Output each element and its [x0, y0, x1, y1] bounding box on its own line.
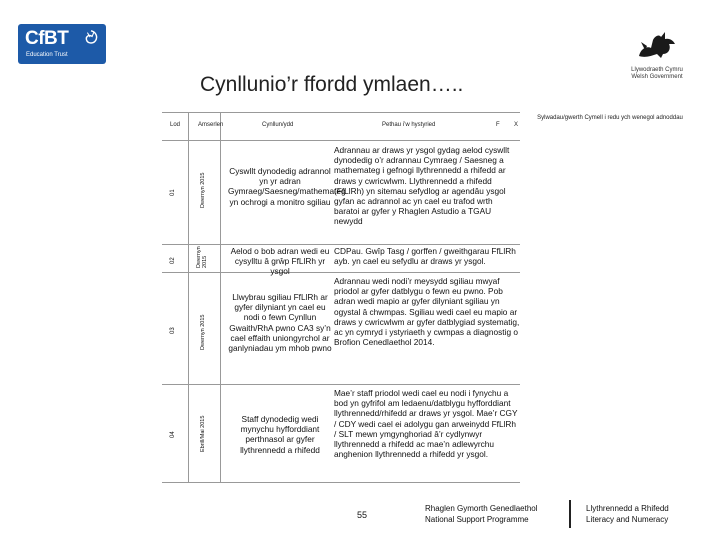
row-date: Ebrill/Mai 2015 — [200, 415, 206, 452]
welsh-government-line1: Llywodraeth Cymru — [631, 67, 683, 73]
row-measures: Adrannau wedi nodi’r meysydd sgiliau mwyaf priodol ar gyfer datblygu o fewn eu pwno. Pob adran wedi mapio ar gyfer dilyniant sgiliau yn ogystal â chwmpas. Sgiliau wedi cael eu mapio ar draws y cwricwlwm ar gyfer datblygiad systematig, ac yn cymryd i ystyriaeth y cwmpas a diagnostig o Brofion Cenedlaethol 2014. — [334, 276, 520, 348]
row-plan: Llwybrau sgiliau FfLlRh ar gyfer dilyniant yn cael eu nodi o fewn Cynllun Gwaith/RhA pwno CA3 sy’n cael effaith uniongyrchol ar ganlyniadau ym mhob pwno — [228, 292, 332, 354]
footer-programme-en: National Support Programme — [425, 515, 529, 524]
cfbt-logo-sub: Education Trust — [26, 52, 68, 58]
plan-table — [162, 112, 520, 482]
row-measures: CDPau. Gwîp Tasg / gorffen / gweithgarau FfLlRh ayb. yn cael eu sefydlu ar draws yr ysgol. — [334, 246, 516, 267]
cfbt-swirl-icon — [82, 29, 100, 47]
table-rule-top — [162, 112, 520, 113]
footer-divider — [569, 500, 571, 528]
header-id: Lod — [170, 122, 181, 128]
row-id: 04 — [170, 431, 176, 438]
header-timing: Amserlen — [198, 122, 224, 128]
cfbt-logo — [18, 24, 106, 64]
header-x: X — [514, 122, 519, 128]
dragon-icon — [635, 28, 679, 62]
header-plan: Cynllun/ydd — [262, 122, 294, 128]
page-number: 55 — [357, 510, 368, 520]
row-plan: Aelod o bob adran wedi eu cysylltu â grŵp FfLlRh yr ysgol — [230, 246, 330, 277]
row-measures: Adrannau ar draws yr ysgol gydag aelod cyswllt dynodedig o’r adrannau Cymraeg / Saesneg a mathemateg i gefnogi llythrennedd a rhifedd ar draws y cwricwlwm. Llythrennedd a rhifedd (FfLlRh) yn sitemau sefydlog ar agendâu ysgol gyfan ac adrannol ac yn cael eu trafod wrth baratoi ar gyfer y Rhaglen Astudio a TGAU newydd — [334, 145, 510, 227]
header-measures: Pethau i’w hystyried — [382, 122, 436, 128]
table-rule-row1 — [162, 244, 520, 245]
row-id: 01 — [170, 189, 176, 196]
page-title: Cynllunio’r ffordd ymlaen….. — [200, 73, 464, 96]
welsh-government-logo — [618, 28, 696, 83]
table-rule-row3 — [162, 384, 520, 385]
table-rule-col1 — [188, 112, 189, 482]
footer-framework — [586, 503, 669, 525]
table-rule-bottom — [162, 482, 520, 483]
table-rule-header — [162, 140, 520, 141]
row-measures: Mae’r staff priodol wedi cael eu nodi i fynychu a bod yn gyfrifol am ledaenu/datblygu hyfforddiant llythrennedd/rhifedd ar draws yr ysgol. Mae’r CGY / CDY wedi cael ei adolygu gan arweinydd FfLlRh / SLT mewn ymgynghoriad â’r cydlynwyr llythrennedd a rhifedd ac mae’n adlewyrchu anghenion llythrennedd a rhifedd yr ysgol. — [334, 388, 518, 460]
footer-framework-en: Literacy and Numeracy — [586, 515, 669, 524]
row-id: 03 — [170, 327, 176, 334]
row-date: Dwernyn 2015 — [196, 246, 208, 268]
row-plan: Staff dynodedig wedi mynychu hyfforddiant perthnasol ar gyfer llythrennedd a rhifedd — [240, 414, 320, 455]
row-date: Dwernyn 2015 — [200, 314, 206, 350]
footer-programme-cy: Rhaglen Gymorth Genedlaethol — [425, 504, 538, 513]
row-id: 02 — [170, 257, 176, 264]
table-rule-row2 — [162, 272, 520, 273]
table-rule-col2 — [220, 112, 221, 482]
welsh-government-line2: Welsh Government — [631, 74, 683, 80]
row-date: Dwernyn 2015 — [200, 172, 206, 208]
cfbt-logo-name: CfBT — [25, 28, 69, 49]
header-f: F — [496, 122, 500, 128]
footer-framework-cy: Llythrennedd a Rhifedd — [586, 504, 669, 513]
header-support: Sylwadau/gwerth Cymell i redu ych wenegol adnoddau — [537, 115, 683, 121]
row-plan: Cyswllt dynodedig adrannol yn yr adran Gymraeg/Saesneg/mathemateg yn ochrogi a monitro sgiliau — [228, 166, 346, 207]
footer-programme — [425, 503, 538, 525]
